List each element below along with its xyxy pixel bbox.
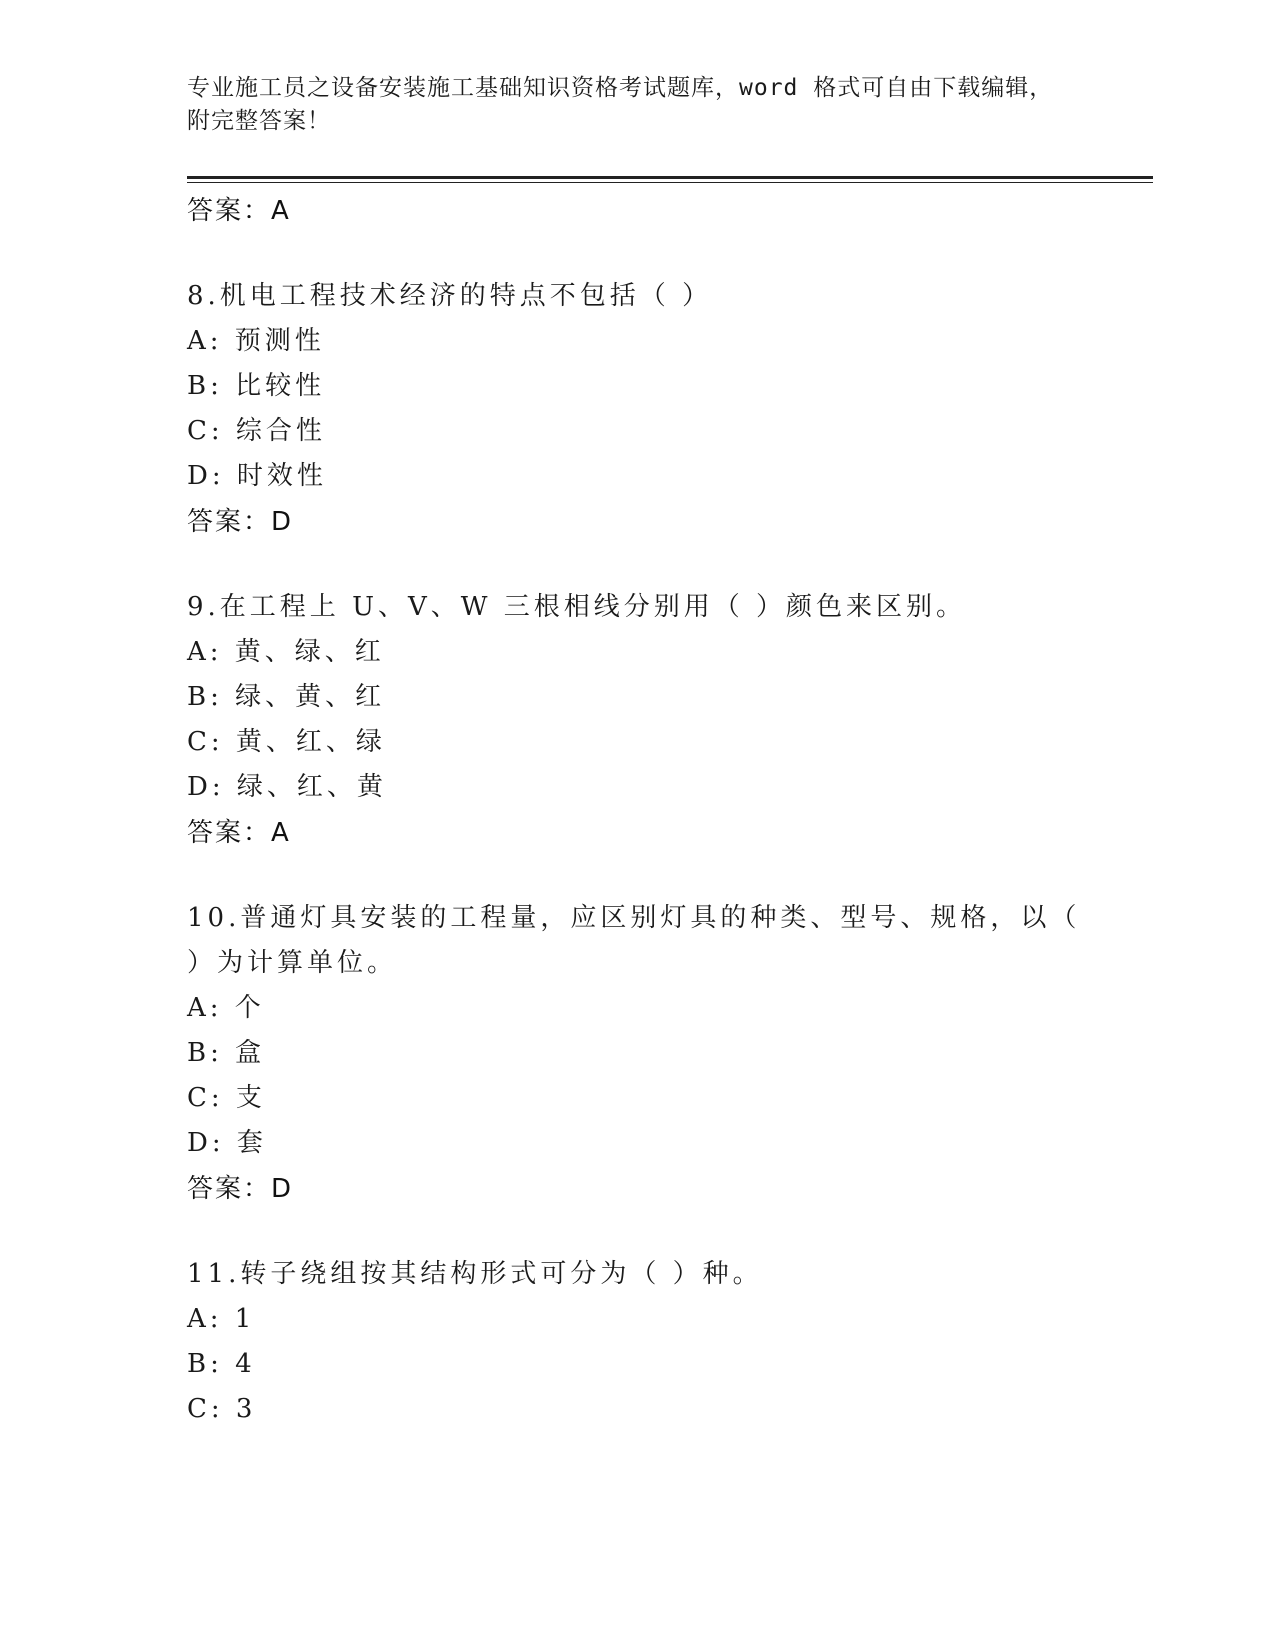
- previous-answer: 答案：A: [187, 196, 291, 226]
- answer-line: 答案：D: [187, 507, 294, 537]
- option-a: A: 个: [187, 993, 265, 1023]
- option-d: D: 绿、红、黄: [187, 772, 387, 802]
- option-a: A: 黄、绿、红: [187, 637, 385, 667]
- question-stem: 8.机电工程技术经济的特点不包括（ ）: [187, 281, 713, 311]
- question-list: [187, 188, 1087, 1432]
- option-c: C: 3: [187, 1394, 257, 1424]
- header-divider-thick: [187, 176, 1153, 179]
- question-stem: 11.转子绕组按其结构形式可分为（ ）种。: [187, 1259, 763, 1289]
- option-c: C: 支: [187, 1083, 266, 1113]
- question-11: [187, 1252, 1087, 1432]
- answer-line: 答案：A: [187, 818, 291, 848]
- option-b: B: 绿、黄、红: [187, 682, 386, 712]
- header-divider-thin: [187, 182, 1153, 183]
- option-b: B: 盒: [187, 1038, 266, 1068]
- option-d: D: 时效性: [187, 461, 327, 491]
- option-b: B: 4: [187, 1349, 256, 1379]
- question-stem: 10.普通灯具安装的工程量，应区别灯具的种类、型号、规格，以（ ）为计算单位。: [187, 903, 1081, 978]
- header-line-2: 附完整答案！: [187, 108, 331, 134]
- option-c: C: 综合性: [187, 416, 326, 446]
- header-line-1: 专业施工员之设备安装施工基础知识资格考试题库，word 格式可自由下载编辑，: [187, 75, 1054, 101]
- option-b: B: 比较性: [187, 371, 326, 401]
- option-d: D: 套: [187, 1128, 267, 1158]
- option-a: A: 1: [187, 1304, 256, 1334]
- answer-line: 答案：D: [187, 1174, 294, 1204]
- document-header: [187, 72, 1087, 138]
- question-9: [187, 585, 1087, 856]
- question-8: [187, 274, 1087, 545]
- option-c: C: 黄、红、绿: [187, 727, 386, 757]
- option-a: A: 预测性: [187, 326, 325, 356]
- question-10: [187, 896, 1087, 1212]
- question-stem: 9.在工程上 U、V、W 三根相线分别用（ ）颜色来区别。: [187, 592, 967, 622]
